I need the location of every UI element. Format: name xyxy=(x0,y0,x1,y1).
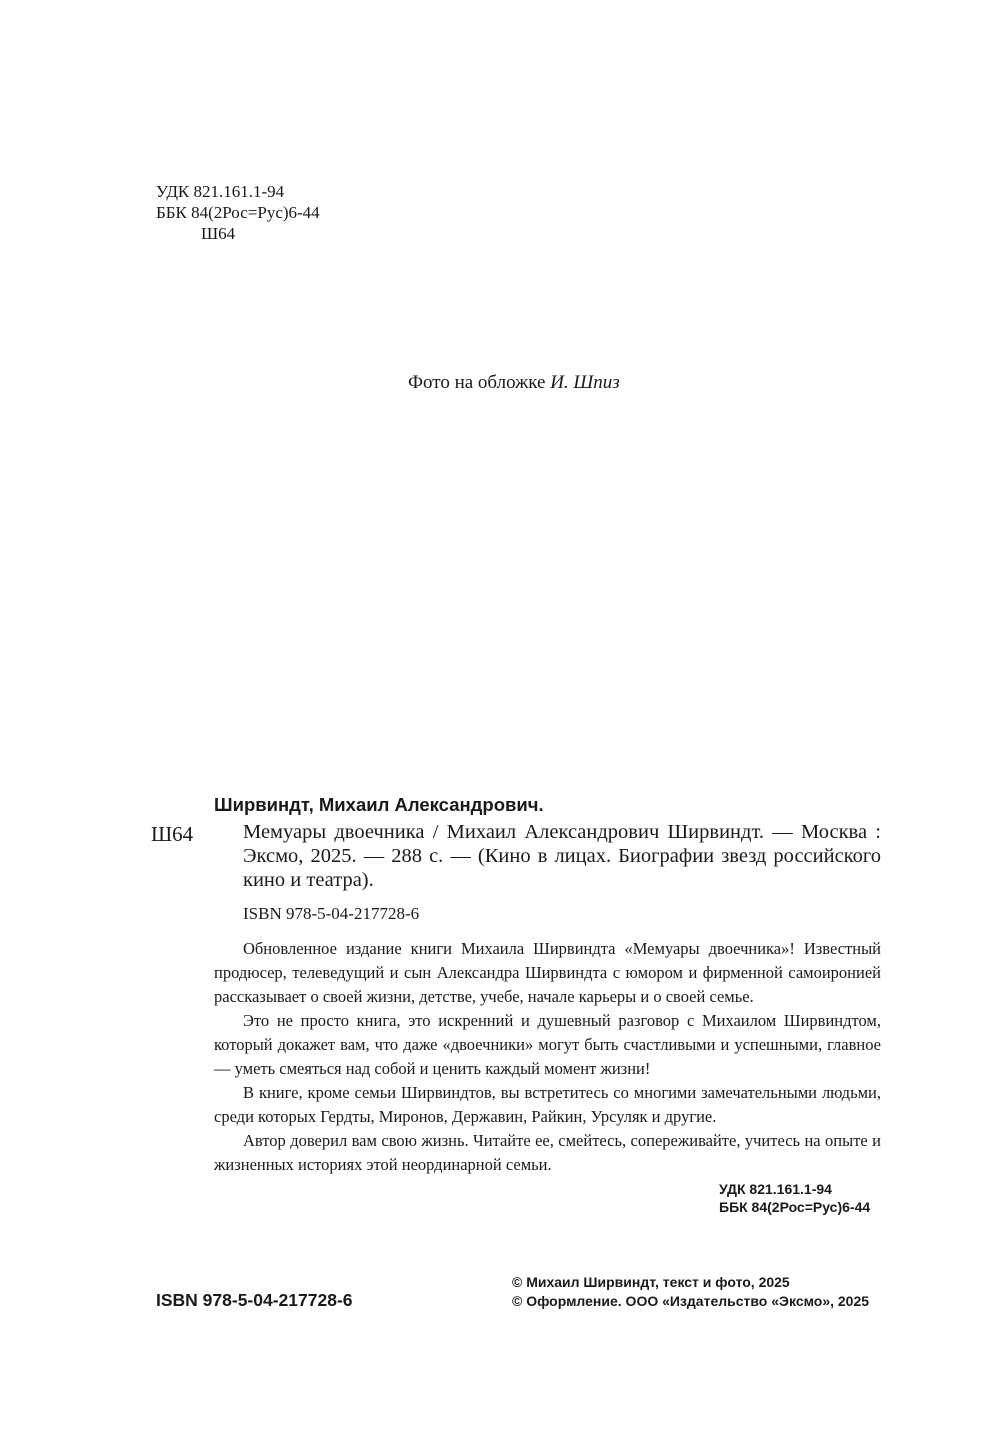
copyright-line: © Оформление. ООО «Издательство «Эксмо», 2025 xyxy=(512,1293,870,1309)
bibliographic-record xyxy=(214,793,881,892)
bbk-code-bold: ББК 84(2Рос=Рус)6-44 xyxy=(719,1199,871,1215)
bbk-code: ББК 84(2Рос=Рус)6-44 xyxy=(156,203,320,222)
photo-credit-prefix: Фото на обложке xyxy=(408,372,551,393)
isbn-bold: ISBN 978-5-04-217728-6 xyxy=(156,1290,353,1310)
udk-code-bold: УДК 821.161.1-94 xyxy=(719,1181,832,1197)
udk-code: УДК 821.161.1-94 xyxy=(156,182,285,201)
photo-credit xyxy=(408,372,620,394)
copyright-notices xyxy=(512,1273,869,1311)
annotation xyxy=(214,937,881,1177)
top-classification-codes xyxy=(156,181,320,244)
photo-credit-name: И. Шпиз xyxy=(550,372,620,393)
annotation-paragraph: Автор доверил вам свою жизнь. Читайте ее, смейтесь, сопереживайте, учитесь на опыте и жизненных историях этой неординарной семьи. xyxy=(214,1131,881,1174)
annotation-paragraph: В книге, кроме семьи Ширвиндтов, вы встретитесь со многими замечательными людьми, среди которых Гердты, Миронов, Державин, Райкин, Урсуляк и другие. xyxy=(214,1083,881,1126)
copyright-line: © Михаил Ширвиндт, текст и фото, 2025 xyxy=(512,1274,790,1290)
bib-author-sign: Ш64 xyxy=(151,822,194,846)
annotation-paragraph: Обновленное издание книги Михаила Ширвиндта «Мемуары двоечника»! Известный продюсер, телеведущий и сын Александра Ширвиндта с юмором и фирменной самоиронией рассказывает о своей жизни, детстве, учебе, начале карьеры и о своей семье. xyxy=(214,939,881,1006)
author-sign-code: Ш64 xyxy=(201,224,236,243)
bib-description: Мемуары двоечника / Михаил Александрович Ширвиндт. — Москва : Эксмо, 2025. — 288 с. — (Кино в лицах. Биографии звезд российского кино и театра). xyxy=(243,821,881,891)
annotation-paragraph: Это не просто книга, это искренний и душевный разговор с Михаилом Ширвиндтом, который докажет вам, что даже «двоечники» могут быть счастливыми и успешными, главное — уметь смеяться над собой и ценить каждый момент жизни! xyxy=(214,1011,881,1078)
right-classification-codes xyxy=(719,1180,870,1216)
bib-author: Ширвиндт, Михаил Александрович. xyxy=(214,794,544,815)
bib-isbn: ISBN 978-5-04-217728-6 xyxy=(243,904,420,923)
